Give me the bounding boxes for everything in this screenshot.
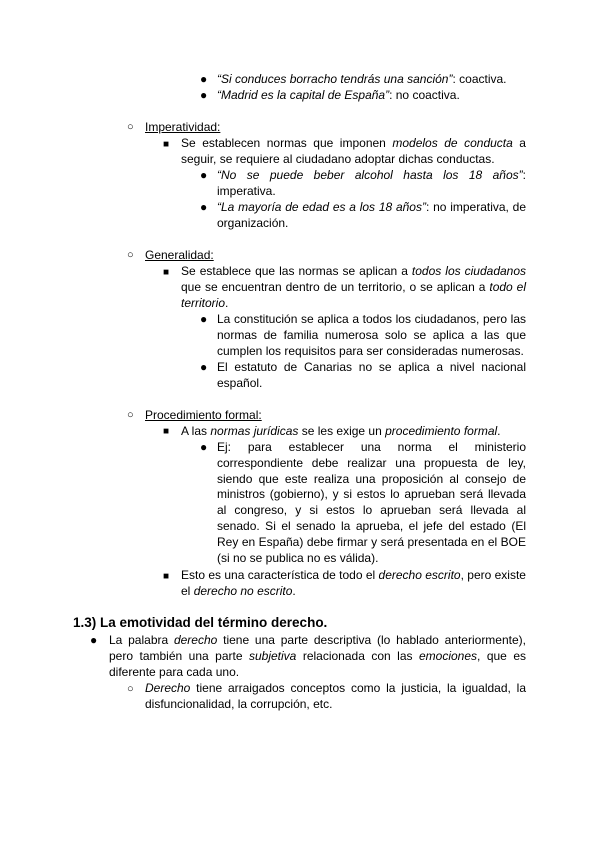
bullet-circle: ○ <box>127 683 134 695</box>
bullet-dot: ● <box>200 360 208 374</box>
quote-text: “Madrid es la capital de España” <box>217 88 390 102</box>
text: relacionada con las <box>296 648 419 663</box>
bullet-dot: ● <box>200 200 208 214</box>
emphasis-text: todos los ciudadanos <box>411 264 527 278</box>
list-item <box>217 168 526 200</box>
section-label-procedimiento: Procedimiento formal: <box>145 408 262 422</box>
bullet-dot: ● <box>200 72 208 86</box>
text: tiene arraigados conceptos como la justicia, la igualdad, la disfuncionalidad, la corrupción, etc. <box>145 681 526 711</box>
text: , pero existe el <box>181 568 526 598</box>
bullet-circle: ○ <box>127 249 134 261</box>
emphasis-text: Derecho <box>145 681 191 695</box>
list-item: Ej: para establecer una norma el ministerio correspondiente debe realizar una propuesta de ley, siendo que este realiza una proposición al consejo de ministros (gobierno), y si estos lo aprueban será llevada al congreso, y si estos lo aprueban será llevada al senado. Si el senado la aprueba, el jefe del estado (El Rey en España) debe firmar y será presentada en el BOE (si no se publica no es válida). <box>217 440 526 565</box>
quote-text: “La mayoría de edad es a los 18 años” <box>217 200 426 214</box>
bullet-dot: ● <box>200 440 208 454</box>
emphasis-text: subjetiva <box>248 648 297 663</box>
text: Esto es una característica de todo el <box>181 568 379 582</box>
paragraph <box>181 136 526 168</box>
item-text: : no imperativa, de organización. <box>217 200 526 230</box>
text: . <box>292 583 296 598</box>
paragraph <box>181 568 526 600</box>
quote-text: “No se puede beber alcohol hasta los 18 años” <box>217 168 523 182</box>
emphasis-text: derecho escrito <box>378 568 461 582</box>
text: que se encuentran dentro de un territorio, o se aplican a <box>181 279 490 294</box>
section-heading: 1.3) La emotividad del término derecho. <box>73 615 328 630</box>
emphasis-text: todo el territorio <box>181 279 527 310</box>
text: a seguir, se requiere al ciudadano adoptar dichas conductas. <box>181 136 526 166</box>
list-item <box>217 200 526 232</box>
section-label-imperatividad: Imperatividad: <box>145 120 221 134</box>
text: A las <box>181 424 211 438</box>
text: Se establece que las normas se aplican a <box>181 264 412 278</box>
list-item: La constitución se aplica a todos los ciudadanos, pero las normas de familia numerosa solo se aplica a las que cumplen los requisitos para ser consideradas numerosas. <box>217 312 526 358</box>
section-label-generalidad: Generalidad: <box>145 248 214 262</box>
bullet-square: ■ <box>163 139 170 150</box>
text: . <box>225 295 229 310</box>
paragraph <box>145 681 526 713</box>
item-text: : no coactiva. <box>389 88 460 102</box>
item-text: : coactiva. <box>452 72 507 86</box>
bullet-dot: ● <box>200 88 208 102</box>
emphasis-text: normas jurídicas <box>210 424 299 438</box>
text: La palabra <box>109 633 174 647</box>
emphasis-text: derecho no escrito <box>193 583 293 598</box>
list-item <box>217 72 507 88</box>
emphasis-text: derecho <box>173 633 218 647</box>
quote-text: “Si conduces borracho tendrás una sanción” <box>217 72 453 86</box>
bullet-square: ■ <box>163 426 170 437</box>
list-item <box>217 88 460 104</box>
bullet-square: ■ <box>163 571 170 582</box>
text: tiene una parte descriptiva (lo hablado anteriormente), pero también una parte <box>109 633 526 663</box>
emphasis-text: emociones <box>418 648 478 663</box>
item-text: : imperativa. <box>217 168 526 198</box>
paragraph <box>181 424 501 440</box>
text: Se establecen normas que imponen <box>181 136 393 150</box>
text: se les exige un <box>298 424 386 438</box>
emphasis-text: procedimiento formal <box>385 424 498 438</box>
bullet-dot: ● <box>200 312 208 326</box>
bullet-dot: ● <box>90 633 98 647</box>
bullet-dot: ● <box>200 168 208 182</box>
paragraph <box>109 633 526 680</box>
text: . <box>497 424 501 438</box>
paragraph <box>181 264 526 311</box>
bullet-square: ■ <box>163 267 170 278</box>
list-item: El estatuto de Canarias no se aplica a nivel nacional español. <box>217 360 526 390</box>
emphasis-text: modelos de conducta <box>392 136 513 150</box>
bullet-circle: ○ <box>127 409 134 421</box>
bullet-circle: ○ <box>127 121 134 133</box>
text: , que es diferente para cada uno. <box>109 648 526 679</box>
